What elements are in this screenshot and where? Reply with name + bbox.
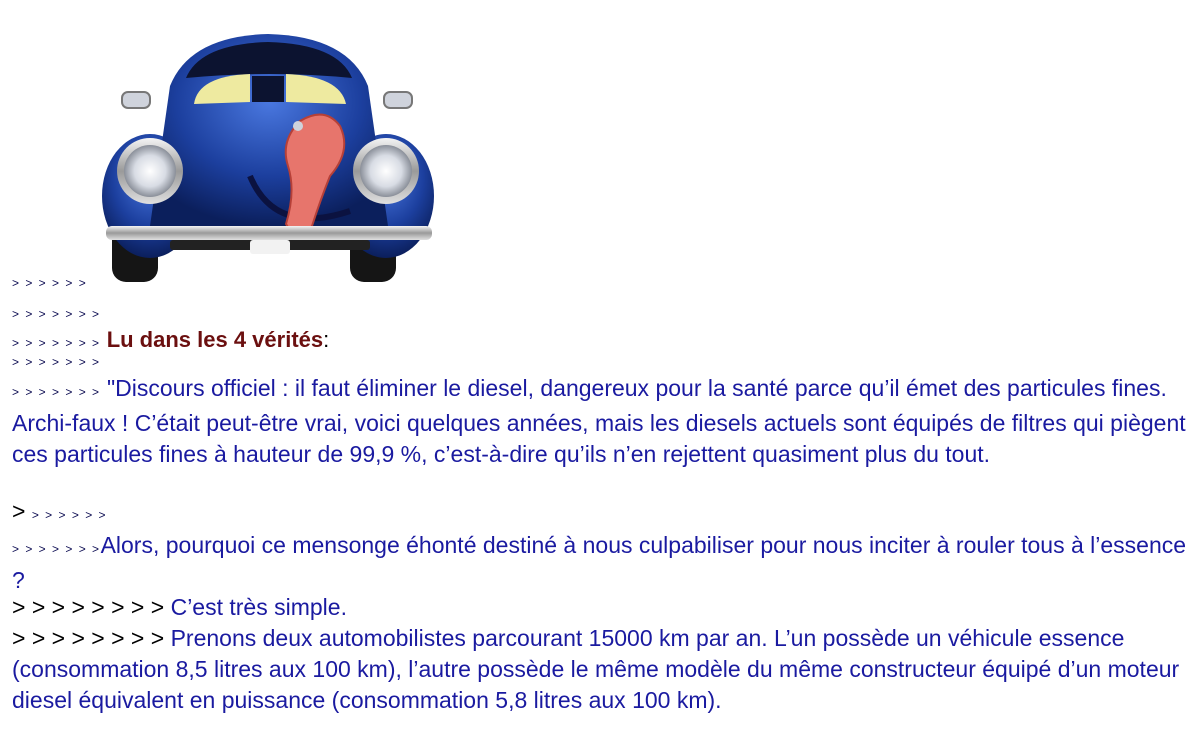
paragraph-3 — [12, 592, 1192, 623]
paragraph-2-text: Alors, pourquoi ce mensonge éhonté destiné à nous culpabiliser pour nous inciter à rouler tous à l’essence ? — [12, 532, 1187, 593]
chevron-prefix: > > > > > > > — [12, 385, 101, 399]
car-illustration — [100, 26, 440, 288]
paragraph-4-text: Prenons deux automobilistes parcourant 15000 km par an. L’un possède un véhicule essence (consommation 8,5 litres aux 100 km), l’autre possède le même modèle du même constructeur équipé d’un moteur diesel équivalent en puissance (consommation 5,8 litres aux 100 km). — [12, 625, 1180, 713]
paragraph-4 — [12, 623, 1192, 716]
chevron-line-2: > > > > > > > — [12, 307, 101, 321]
chevron-line-1: > > > > > > — [12, 276, 88, 290]
heading-colon: : — [323, 327, 330, 352]
chevron-prefix: > > > > > > > — [12, 336, 101, 350]
source-heading-line — [12, 325, 329, 358]
chevron-prefix: > > > > > > — [31, 508, 108, 522]
chevron-prefix: > > > > > > > — [12, 542, 101, 556]
big-chevron: > — [12, 498, 26, 524]
chevron-prefix: > > > > > > > > — [12, 625, 165, 651]
chevron-line-6 — [12, 498, 107, 525]
cartoon-car-icon — [100, 26, 440, 288]
paragraph-1 — [12, 373, 1192, 470]
chevron-prefix: > > > > > > > > — [12, 594, 165, 620]
paragraph-2 — [12, 530, 1192, 596]
chevron-line-4: > > > > > > > — [12, 355, 101, 369]
paragraph-3-text: C’est très simple. — [170, 594, 347, 620]
source-heading: Lu dans les 4 vérités — [106, 327, 324, 352]
paragraph-1-text: "Discours officiel : il faut éliminer le diesel, dangereux pour la santé parce qu’il émet des particules fines. Archi-faux ! C’était peut-être vrai, voici quelques années, mais les diesels actuels sont équipés de filtres qui piègent ces particules fines à hauteur de 99,9 %, c’est-à-dire qu’ils n’en rejettent quasiment plus du tout. — [12, 375, 1186, 467]
